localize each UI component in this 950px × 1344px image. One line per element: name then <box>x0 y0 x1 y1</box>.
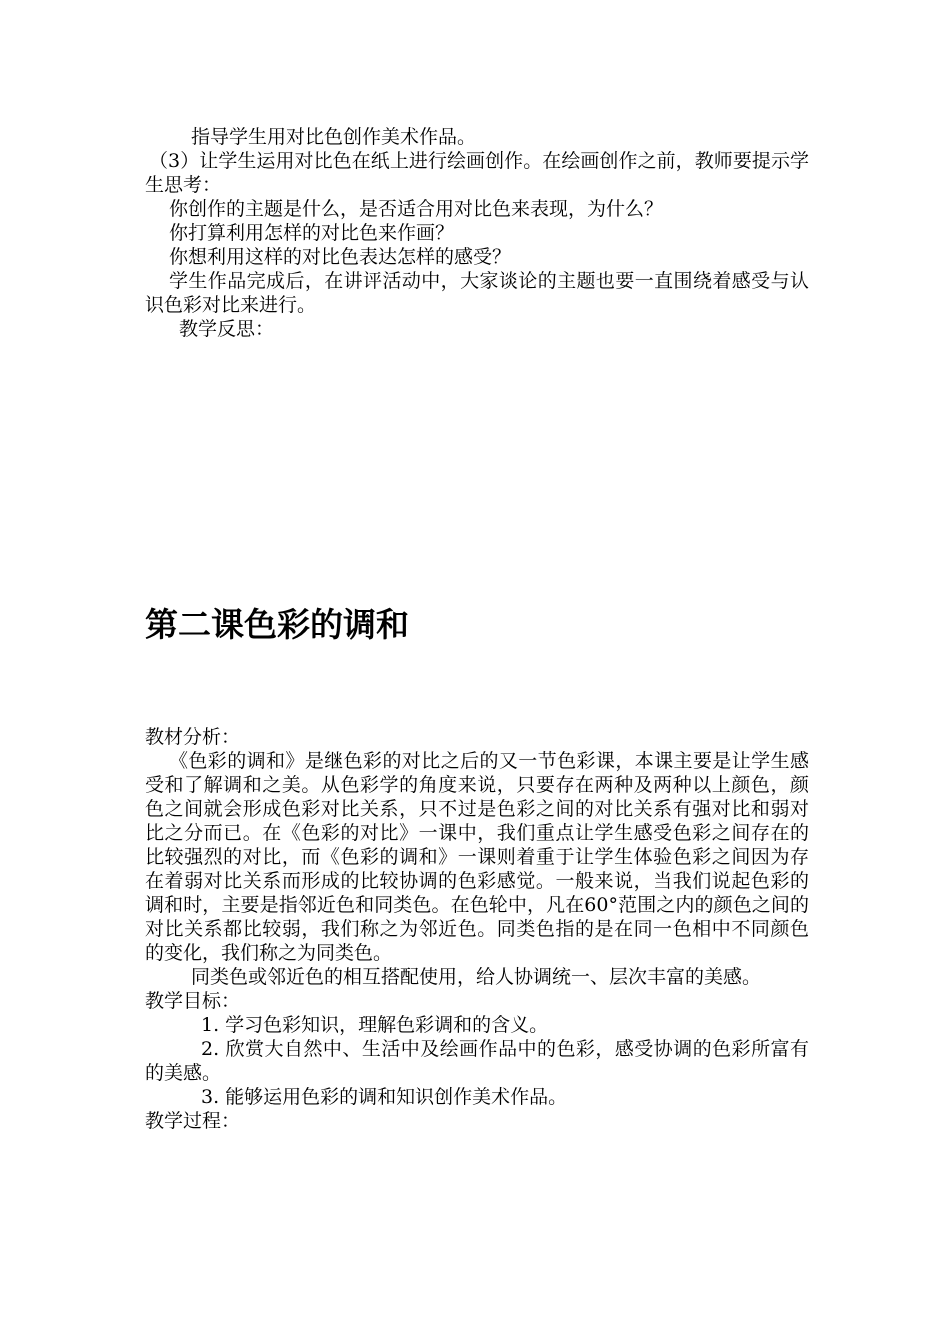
question-theme: 你创作的主题是什么，是否适合用对比色来表现，为什么？ <box>169 198 664 220</box>
question-colors: 你打算利用怎样的对比色来作画？ <box>169 222 455 244</box>
lesson-title: 第二课色彩的调和 <box>145 605 409 644</box>
section-previous-lesson <box>145 125 809 341</box>
paragraph-review: 学生作品完成后，在讲评活动中，大家谈论的主题也要一直围绕着感受与认识色彩对比来进行。 <box>145 270 809 316</box>
paragraph-harmony: 同类色或邻近色的相互搭配使用，给人协调统一、层次丰富的美感。 <box>191 966 762 988</box>
paragraph-guide: 指导学生用对比色创作美术作品。 <box>191 126 477 148</box>
goal-item: 2. 欣赏大自然中、生活中及绘画作品中的色彩，感受协调的色彩所富有的美感。 <box>145 1038 809 1084</box>
label-teaching-goals: 教学目标： <box>145 990 241 1012</box>
section-lesson-two <box>145 725 809 1133</box>
label-material-analysis: 教材分析： <box>145 726 241 748</box>
paragraph-step3: （3）让学生运用对比色在纸上进行绘画创作。在绘画创作之前，教师要提示学生思考： <box>145 150 809 196</box>
question-feeling: 你想利用这样的对比色表达怎样的感受？ <box>169 246 512 268</box>
goal-item: 3. 能够运用色彩的调和知识创作美术作品。 <box>201 1086 568 1108</box>
label-reflection: 教学反思： <box>179 318 275 340</box>
label-teaching-process: 教学过程： <box>145 1110 241 1132</box>
goal-item: 1. 学习色彩知识，理解色彩调和的含义。 <box>201 1014 549 1036</box>
paragraph-analysis: 《色彩的调和》是继色彩的对比之后的又一节色彩课，本课主要是让学生感受和了解调和之美。从色彩学的角度来说，只要存在两种及两种以上颜色，颜色之间就会形成色彩对比关系，只不过是色彩之间的对比关系有强对比和弱对比之分而已。在《色彩的对比》一课中，我们重点让学生感受色彩之间存在的比较强烈的对比，而《色彩的调和》一课则着重于让学生体验色彩之间因为存在着弱对比关系而形成的比较协调的色彩感觉。一般来说，当我们说起色彩的调和时，主要是指邻近色和同类色。在色轮中，凡在60°范围之内的颜色之间的对比关系都比较弱，我们称之为邻近色。同类色指的是在同一色相中不同颜色的变化，我们称之为同类色。 <box>145 750 809 964</box>
